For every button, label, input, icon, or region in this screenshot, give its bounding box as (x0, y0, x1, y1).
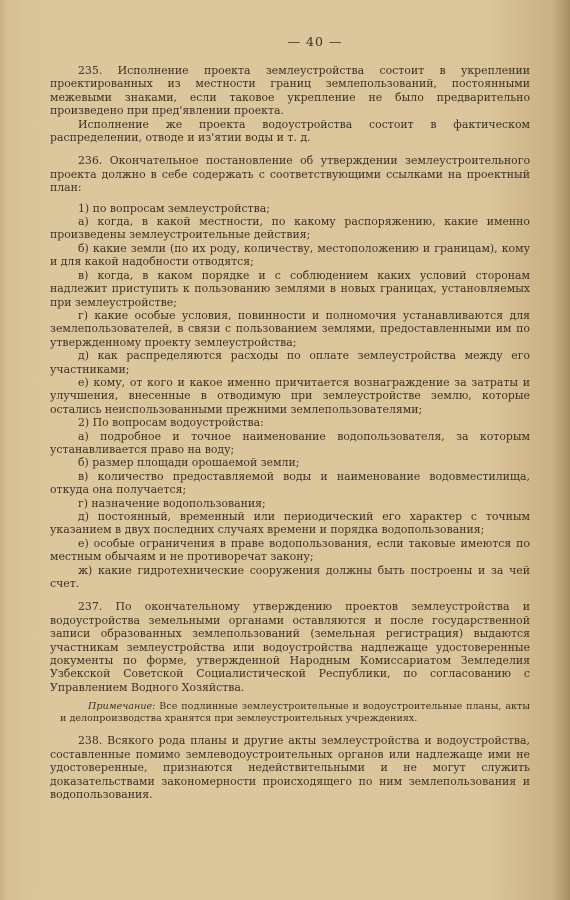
article-236-item: д) постоянный, временный или периодический его характер с точным указанием в двух последних случаях времени и порядка водопользования; (50, 510, 530, 537)
note-text: Все подлинные землеустроительные и водоустроительные планы, акты и делопроизводства хранятся при землеустроительных учреждениях. (60, 701, 530, 724)
article-238: 238. Всякого рода планы и другие акты землеустройства и водоустройства, составленные помимо землеводоустроительных органов или надлежаще ими не удостоверенные, признаются недействительными и не могут служить доказательствами закономерности происходящего по ним землепользования и водопользования. (50, 734, 530, 802)
article-236-item: д) как распределяются расходы по оплате землеустройства между его участниками; (50, 349, 530, 376)
article-235-water: Исполнение же проекта водоустройства состоит в фактическом распределении, отводе и из'ятии воды и т. д. (50, 117, 530, 145)
article-236-item: ж) какие гидротехнические сооружения должны быть построены и за чей счет. (50, 563, 530, 591)
article-236-intro: 236. Окончательное постановление об утверждении землеустроительного проекта должно в себе содержать с соответствующими ссылками на проектный план: (50, 154, 530, 195)
article-236-item: б) размер площади орошаемой земли; (78, 456, 300, 470)
article-236-item: в) когда, в каком порядке и с соблюдением каких условий сторонам надлежит приступить к пользованию землями в новых границах, установляемых при землеустройстве; (50, 268, 530, 309)
note (60, 701, 530, 724)
note-label: Примечание: (88, 701, 156, 713)
article-237: 237. По окончательному утверждению проектов землеустройства и водоустройства земельными органами оставляются и после государственной записи образованных землепользований (земельная регистрация) выдаются участникам землеустройства или водоустройства надлежаще удостоверенные документы по форме, утвержденной Народным Комиссариатом Земледелия Узбекской Советской Социалистической Республики, по согласованию с Управлением Водного Хозяйства. (50, 600, 530, 694)
article-236-item: а) подробное и точное наименование водопользователя, за которым устанавливается право на воду; (50, 429, 530, 456)
article-236-item: е) кому, от кого и какое именно причитается вознаграждение за затраты и улучшения, внесенные в отводимую при землеустройстве землю, которые остались неиспользованными прежними землепользователями; (50, 375, 530, 416)
page-edge-shadow (0, 0, 6, 900)
article-236-item: б) какие земли (по их роду, количеству, местоположению и границам), кому и для какой надобности отводятся; (50, 241, 530, 269)
article-236-item: в) количество предоставляемой воды и наименование водовместилища, откуда она получается; (50, 469, 530, 497)
article-236-item: 2) По вопросам водоустройства: (78, 416, 264, 430)
article-235: 235. Исполнение проекта землеустройства состоит в укреплении проектированных из местности границ землепользований, постоянными межевыми знаками, если таковое укрепление не было предварительно произведено при пред'явлении проекта. (50, 64, 530, 118)
article-236-item: 1) по вопросам землеустройства; (78, 201, 270, 215)
article-236-item: г) какие особые условия, повинности и полномочия устанавливаются для землепользователей, в связи с пользованием землями, предоставленными им по утвержденному проекту землеустройства; (50, 308, 530, 349)
page-number: — 40 — (287, 34, 343, 49)
article-236-item: е) особые ограничения в праве водопользования, если таковые имеются по местным обычаям и не противоречат закону; (50, 536, 530, 564)
article-236-item: г) назначение водопользования; (78, 496, 266, 510)
article-236-item: а) когда, в какой местности, по какому распоряжению, какие именно произведены землеустроительные действия; (50, 215, 530, 242)
